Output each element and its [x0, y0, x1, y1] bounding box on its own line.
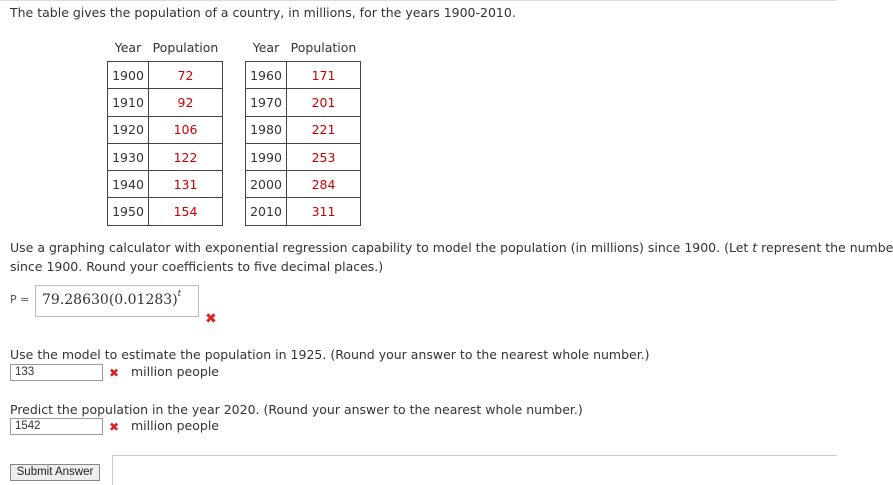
year-cell: 1960 — [246, 62, 287, 89]
intro-text: The table gives the population of a country, in millions, for the years 1900-2010. — [10, 5, 516, 20]
year-cell: 1930 — [108, 143, 149, 170]
variable-t: t — [752, 240, 758, 255]
table-row — [246, 143, 361, 170]
answer-2-field[interactable]: 1542 — [10, 418, 103, 435]
table-row — [246, 62, 361, 89]
year-cell: 1980 — [246, 116, 287, 143]
year-cell: 2010 — [246, 198, 287, 225]
unit-2: million people — [131, 418, 219, 433]
population-cell: 131 — [149, 171, 223, 198]
table-row — [246, 116, 361, 143]
question-2-text: Predict the population in the year 2020. (Round your answer to the nearest whole number.) — [10, 402, 583, 417]
table-row — [246, 171, 361, 198]
population-table-right — [245, 34, 361, 226]
header-population: Population — [152, 40, 219, 55]
table-row — [108, 171, 223, 198]
population-cell: 221 — [287, 116, 361, 143]
population-cell: 201 — [287, 89, 361, 116]
population-table-left — [107, 34, 223, 226]
header-population: Population — [290, 40, 357, 55]
incorrect-x-icon: ✖ — [109, 366, 120, 380]
year-cell: 1920 — [108, 116, 149, 143]
year-cell: 2000 — [246, 171, 287, 198]
population-cell: 311 — [287, 198, 361, 225]
year-cell: 1990 — [246, 143, 287, 170]
table-row — [108, 143, 223, 170]
header-year: Year — [114, 40, 142, 55]
year-cell: 1970 — [246, 89, 287, 116]
coefficient-b: 0.01283 — [114, 292, 173, 308]
population-cell: 284 — [287, 171, 361, 198]
population-cell: 106 — [149, 116, 223, 143]
question-1-text: Use the model to estimate the population in 1925. (Round your answer to the nearest whole number.) — [10, 347, 650, 362]
p-label: P = — [10, 293, 30, 306]
population-cell: 253 — [287, 143, 361, 170]
year-cell: 1940 — [108, 171, 149, 198]
model-answer-field[interactable]: $79.28630(0.01283)^t$ — [35, 285, 199, 317]
table-row — [108, 89, 223, 116]
answer-1-field[interactable]: 133 — [10, 364, 103, 381]
table-row — [246, 198, 361, 225]
instruction-text — [10, 238, 893, 276]
year-cell: 1900 — [108, 62, 149, 89]
population-cell: 171 — [287, 62, 361, 89]
header-year: Year — [252, 40, 280, 55]
submit-answer-button[interactable]: Submit Answer — [10, 464, 100, 481]
incorrect-x-icon: ✖ — [109, 420, 120, 434]
table-row — [108, 116, 223, 143]
year-cell: 1910 — [108, 89, 149, 116]
instruction-line1a: Use a graphing calculator with exponential regression capability to model the population (in millions) since 1900. (Let — [10, 240, 753, 255]
population-cell: 72 — [149, 62, 223, 89]
feedback-panel — [112, 455, 837, 485]
population-cell: 122 — [149, 143, 223, 170]
instruction-line2: since 1900. Round your coefficients to five decimal places.) — [10, 259, 384, 274]
incorrect-x-icon: ✖ — [205, 311, 217, 327]
table-row — [108, 62, 223, 89]
top-divider — [0, 0, 837, 1]
population-cell: 92 — [149, 89, 223, 116]
unit-1: million people — [131, 364, 219, 379]
instruction-line1b: represent the numbe — [757, 240, 893, 255]
table-row — [246, 89, 361, 116]
year-cell: 1950 — [108, 198, 149, 225]
population-cell: 154 — [149, 198, 223, 225]
coefficient-a: 79.28630 — [42, 292, 109, 308]
table-row — [108, 198, 223, 225]
exponent-t: t — [177, 289, 182, 299]
